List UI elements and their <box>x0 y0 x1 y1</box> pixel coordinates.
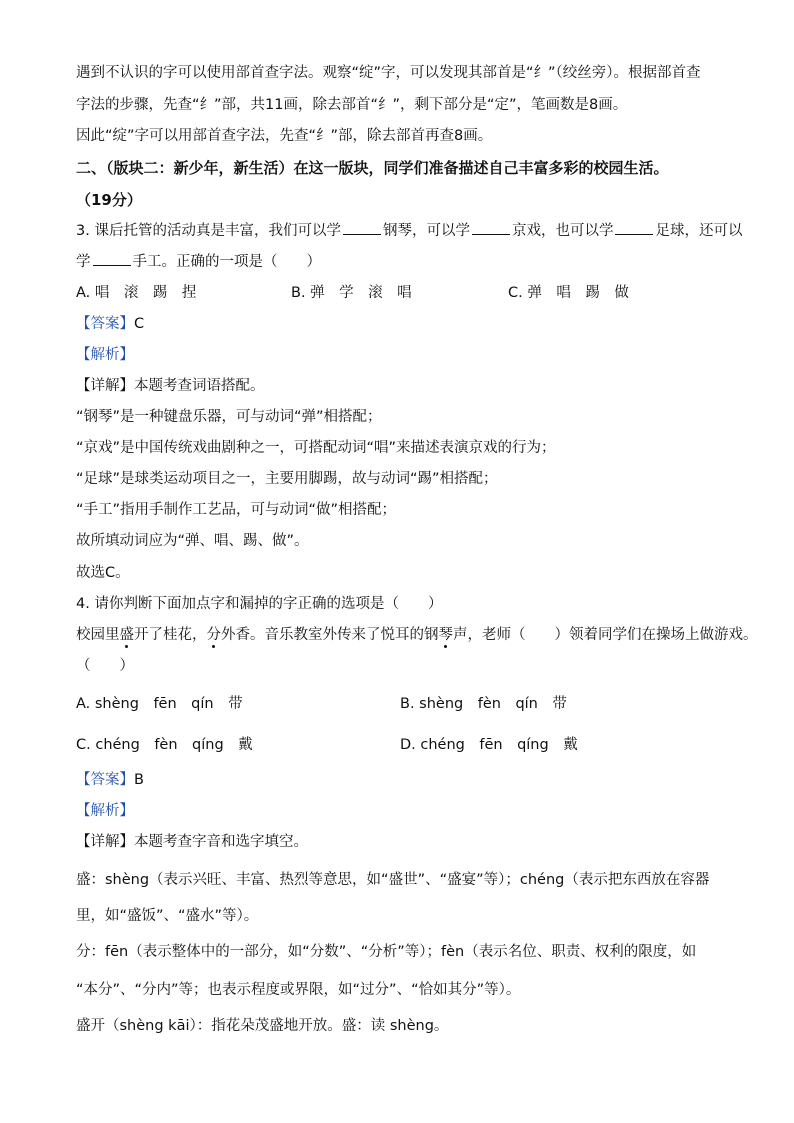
explanation-line: “本分”、“分内”等；也表示程度或界限，如“过分”、“恰如其分”等）。 <box>76 982 521 998</box>
option-a: A. 唱 滚 踢 捏 <box>76 285 197 301</box>
dotted-char: 分 <box>206 627 221 643</box>
option-b: B. shèng fèn qín 带 <box>400 696 567 712</box>
explanation-line: 里，如“盛饭”、“盛水”等）。 <box>76 908 259 924</box>
explanation-line: “京戏”是中国传统戏曲剧种之一，可搭配动词“唱”来描述表演京戏的行为； <box>76 440 556 456</box>
question-4-stem: 4. 请你判断下面加点字和漏掉的字正确的选项是（ ） <box>76 596 443 612</box>
answer-line <box>76 314 144 334</box>
detail-label: 【详解】 <box>76 378 134 394</box>
explanation-line: “手工”指用手制作工艺品，可与动词“做”相搭配； <box>76 502 397 518</box>
text-line: 遇到不认识的字可以使用部首查字法。观察“绽”字，可以发现其部首是“纟”（绞丝旁）。根据部首查 <box>76 65 701 81</box>
option-b: B. 弹 学 滚 唱 <box>291 285 412 301</box>
passage-text: 外香。音乐教室外传来了悦耳的钢 <box>221 627 439 643</box>
stem-part: 钢琴，可以学 <box>382 223 470 239</box>
option-a: A. shèng fēn qín 带 <box>76 696 243 712</box>
answer-label: 【答案】 <box>76 316 134 332</box>
stem-part: 手工。正确的一项是（ ） <box>132 254 321 270</box>
detail-text: 本题考查词语搭配。 <box>134 378 265 394</box>
explanation-line: 故选C。 <box>76 565 130 581</box>
explanation-line: 盛开（shèng kāi）：指花朵茂盛地开放。盛：读 shèng。 <box>76 1018 449 1034</box>
answer-label: 【答案】 <box>76 772 134 788</box>
analysis-label <box>76 801 134 821</box>
stem-part: 京戏，也可以学 <box>511 223 614 239</box>
dotted-char: 盛 <box>119 627 134 643</box>
question-4-passage <box>76 625 758 645</box>
fill-blank <box>472 222 510 235</box>
answer-value: C <box>134 316 145 332</box>
detail-label: 【详解】 <box>76 834 134 850</box>
stem-part: 学 <box>76 254 91 270</box>
detail-text: 本题考查字音和选字填空。 <box>134 834 308 850</box>
fill-blank <box>343 222 381 235</box>
stem-part: 3. 课后托管的活动真是丰富，我们可以学 <box>76 223 341 239</box>
text-line: 因此“绽”字可以用部首查字法，先查“纟”部，除去部首再查8画。 <box>76 128 493 144</box>
analysis-label-text: 【解析】 <box>76 347 134 363</box>
explanation-line: 分：fēn（表示整体中的一部分，如“分数”、“分析”等）；fèn（表示名位、职责、权利的限度，如 <box>76 944 697 960</box>
explanation-line: “钢琴”是一种键盘乐器，可与动词“弹”相搭配； <box>76 409 382 425</box>
section-score: （19分） <box>76 191 142 209</box>
question-3-stem-line2 <box>76 252 321 272</box>
dotted-char: 琴 <box>438 627 453 643</box>
option-d: D. chéng fēn qíng 戴 <box>400 737 578 753</box>
explanation-line: “足球”是球类运动项目之一，主要用脚踢，故与动词“踢”相搭配； <box>76 471 498 487</box>
section-title: 二、（版块二：新少年，新生活）在这一版块，同学们准备描述自己丰富多彩的校园生活。 <box>76 159 669 177</box>
option-c: C. chéng fèn qíng 戴 <box>76 737 253 753</box>
detail-line <box>76 832 308 852</box>
question-3-stem <box>76 221 742 241</box>
passage-blank-line: （ ） <box>76 658 134 674</box>
answer-line <box>76 770 144 790</box>
passage-text: 开了桂花， <box>134 627 207 643</box>
explanation-line: 盛：shèng（表示兴旺、丰富、热烈等意思，如“盛世”、“盛宴”等）；chéng（表示把东西放在容器 <box>76 872 710 888</box>
passage-text: 声，老师（ ）领着同学们在操场上做游戏。 <box>453 627 758 643</box>
answer-value: B <box>134 772 144 788</box>
analysis-label-text: 【解析】 <box>76 803 134 819</box>
stem-part: 足球，还可以 <box>655 223 743 239</box>
analysis-label <box>76 345 134 365</box>
detail-line <box>76 376 265 396</box>
explanation-line: 故所填动词应为“弹、唱、踢、做”。 <box>76 533 309 549</box>
fill-blank <box>615 222 653 235</box>
option-c: C. 弹 唱 踢 做 <box>508 285 629 301</box>
text-line: 字法的步骤，先查“纟”部，共11画，除去部首“纟”，剩下部分是“定”，笔画数是8画。 <box>76 97 628 113</box>
passage-text: 校园里 <box>76 627 120 643</box>
fill-blank <box>93 253 131 266</box>
